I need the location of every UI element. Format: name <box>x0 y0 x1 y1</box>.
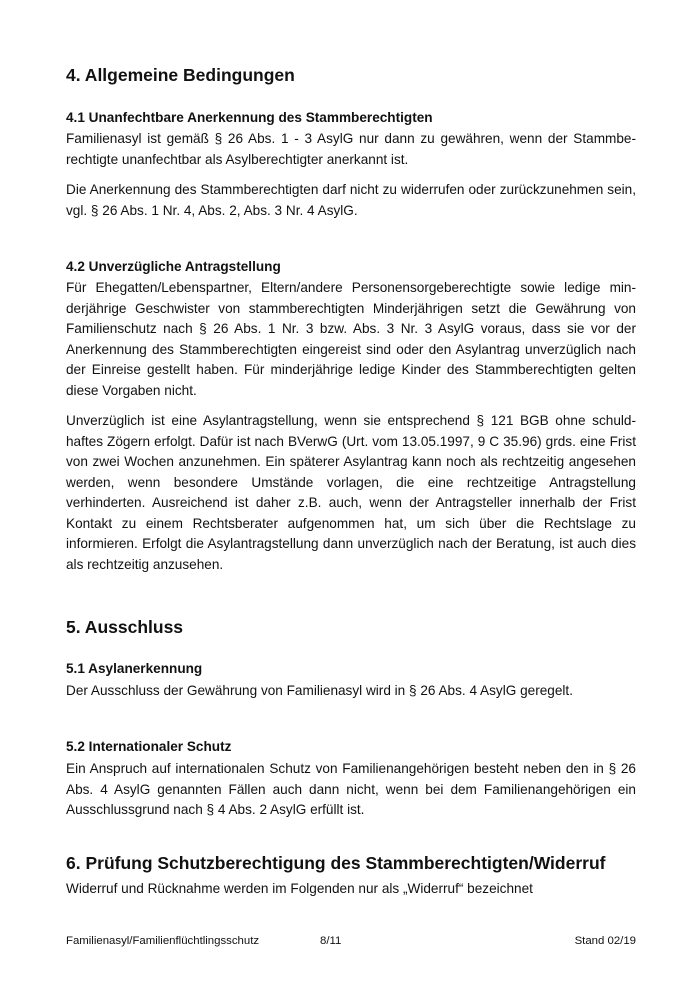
footer-document-title: Familienasyl/Familienflüchtlingsschutz <box>66 935 260 947</box>
section-5-1-paragraph: Der Ausschluss der Gewährung von Familienasyl wird in § 26 Abs. 4 AsylG geregelt. <box>66 683 573 698</box>
page-footer <box>66 934 636 948</box>
section-6-heading: 6. Prüfung Schutzberechtigung des Stammberechtigten/Widerruf <box>66 853 606 873</box>
section-4-1-paragraph-2: Die Anerkennung des Stammberechtigten darf nicht zu widerrufen oder zurückzunehmen sein, vgl. § 26 Abs. 1 Nr. 4, Abs. 2, Abs. 3 Nr. 4 AsylG. <box>66 182 636 218</box>
section-4-heading: 4. Allgemeine Bedingungen <box>66 65 295 85</box>
section-5-2-paragraph: Ein Anspruch auf internationalen Schutz von Familienangehörigen besteht neben den in § 26 Abs. 4 AsylG genannten Fällen auch dann nicht, wenn bei dem Familienangehörigen ein Ausschlussgrund nach § 4 Abs. 2 AsylG erfüllt ist. <box>66 761 636 817</box>
section-4-2-heading: 4.2 Unverzügliche Antragstellung <box>66 259 281 274</box>
section-5-1-heading: 5.1 Asylanerkennung <box>66 661 203 676</box>
section-6-paragraph: Widerruf und Rücknahme werden im Folgenden nur als „Widerruf“ bezeichnet <box>66 881 533 896</box>
section-4-2-paragraph-1: Für Ehegatten/Lebenspartner, Eltern/andere Personensorgeberechtigte sowie ledige minderjährige Geschwister von stammberechtigten Minderjährigen setzt die Gewährung von Familienschutz nach § 26 Abs. 1 Nr. 3 bzw. Abs. 3 Nr. 3 AsylG voraus, dass sie vor der Anerkennung des Stammberechtigten eingereist sind oder den Asylantrag unverzüglich nach der Einreise gestellt haben. Für minderjährige ledige Kinder des Stammberechtigten gelten diese Vorgaben nicht. <box>66 280 636 398</box>
section-4-1-heading: 4.1 Unanfechtbare Anerkennung des Stammberechtigten <box>66 110 433 125</box>
section-4-1-paragraph-1: Familienasyl ist gemäß § 26 Abs. 1 - 3 AsylG nur dann zu gewähren, wenn der Stammberechtigte unanfechtbar als Asylberechtigter anerkannt ist. <box>66 131 636 167</box>
footer-page-number: 8/11 <box>320 935 342 947</box>
section-5-heading: 5. Ausschluss <box>66 617 184 637</box>
footer-version: Stand 02/19 <box>574 935 636 947</box>
section-5-2-heading: 5.2 Internationaler Schutz <box>66 739 232 754</box>
section-4-2-paragraph-2: Unverzüglich ist eine Asylantragstellung, wenn sie entsprechend § 121 BGB ohne schuldhaftes Zögern erfolgt. Dafür ist nach BVerwG (Urt. vom 13.05.1997, 9 C 35.96) grds. eine Frist von zwei Wochen anzunehmen. Ein späterer Asylantrag kann noch als rechtzeitig angesehen werden, wenn besondere Umstände vorlagen, die eine rechtzeitige Antragstellung verhinderten. Ausreichend ist daher z.B. auch, wenn der Antragsteller innerhalb der Frist Kontakt zu einem Rechtsberater aufgenommen hat, um sich über die Rechtslage zu informieren. Erfolgt die Asylantragstellung dann unverzüglich nach der Beratung, ist auch dies als rechtzeitig anzusehen. <box>66 413 636 572</box>
